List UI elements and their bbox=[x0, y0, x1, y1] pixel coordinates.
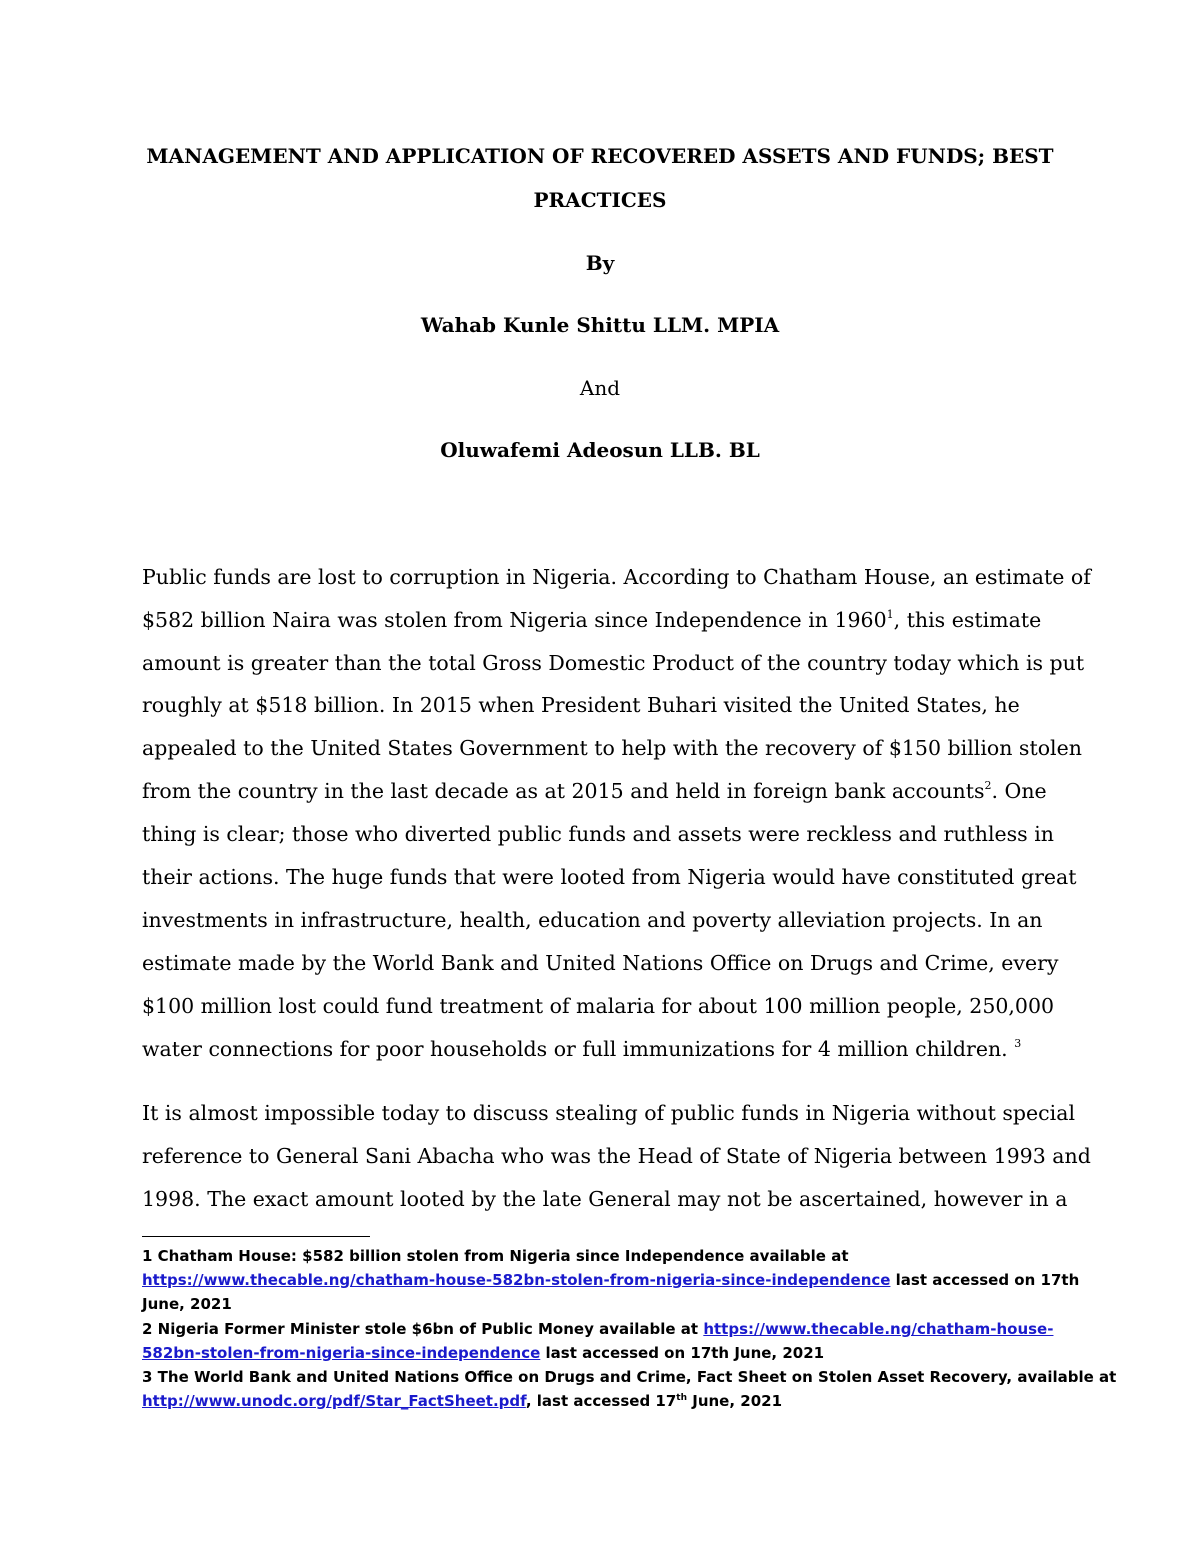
footnote-ref-3[interactable]: 3 bbox=[1014, 1037, 1022, 1051]
body-line: $100 million lost could fund treatment of malaria for about 100 million people, 250,000 bbox=[142, 994, 1055, 1018]
footnote-1-cont bbox=[142, 1269, 1079, 1291]
footnote-1: 1 Chatham House: $582 billion stolen from Nigeria since Independence available at bbox=[142, 1247, 849, 1265]
by-label: By bbox=[585, 251, 615, 275]
footnote-text: last accessed on 17th June, 2021 bbox=[540, 1344, 825, 1362]
footnote-ref-2[interactable]: 2 bbox=[984, 779, 992, 793]
body-text: . One bbox=[991, 779, 1047, 803]
footnote-3-link[interactable]: http://www.unodc.org/pdf/Star_FactSheet.pdf bbox=[142, 1392, 526, 1410]
body-line: thing is clear; those who diverted public funds and assets were reckless and ruthless in bbox=[142, 822, 1054, 846]
footnote-2-cont bbox=[142, 1342, 824, 1364]
body-line: amount is greater than the total Gross Domestic Product of the country today which is put bbox=[142, 651, 1085, 675]
body-text: water connections for poor households or full immunizations for 4 million children. bbox=[142, 1037, 1015, 1061]
footnote-text: 2 Nigeria Former Minister stole $6bn of Public Money available at bbox=[142, 1320, 704, 1338]
footnote-2-link[interactable]: https://www.thecable.ng/chatham-house- bbox=[703, 1320, 1054, 1338]
footnote-1-link[interactable]: https://www.thecable.ng/chatham-house-582bn-stolen-from-nigeria-since-independence bbox=[142, 1271, 891, 1289]
footnote-2 bbox=[142, 1318, 1053, 1340]
footnote-sup: th bbox=[676, 1393, 688, 1403]
footnote-text: last accessed on 17th bbox=[890, 1271, 1080, 1289]
title-line-1: MANAGEMENT AND APPLICATION OF RECOVERED ASSETS AND FUNDS; BEST bbox=[146, 144, 1054, 168]
body-line: investments in infrastructure, health, education and poverty alleviation projects. In an bbox=[142, 908, 1043, 932]
body-text: from the country in the last decade as at 2015 and held in foreign bank accounts bbox=[142, 779, 985, 803]
footnote-text: June, 2021 bbox=[687, 1392, 783, 1410]
footnote-text: , last accessed 17 bbox=[525, 1392, 677, 1410]
body-line bbox=[142, 607, 1041, 633]
body-line: their actions. The huge funds that were looted from Nigeria would have constituted great bbox=[142, 865, 1077, 889]
body-line bbox=[142, 778, 1047, 804]
body-line: reference to General Sani Abacha who was the Head of State of Nigeria between 1993 and bbox=[142, 1144, 1091, 1168]
title-line-2: PRACTICES bbox=[533, 188, 667, 212]
footnote-separator bbox=[142, 1236, 370, 1237]
body-line bbox=[142, 1036, 1021, 1062]
footnote-3-cont bbox=[142, 1390, 782, 1412]
body-line: roughly at $518 billion. In 2015 when President Buhari visited the United States, he bbox=[142, 693, 1020, 717]
footnote-2-link-cont[interactable]: 582bn-stolen-from-nigeria-since-independence bbox=[142, 1344, 541, 1362]
and-label: And bbox=[579, 376, 621, 400]
footnote-1-cont: June, 2021 bbox=[142, 1295, 232, 1313]
body-line: 1998. The exact amount looted by the late General may not be ascertained, however in a bbox=[142, 1187, 1068, 1211]
footnote-3: 3 The World Bank and United Nations Office on Drugs and Crime, Fact Sheet on Stolen Asset Recovery, available at bbox=[142, 1368, 1117, 1386]
body-line: Public funds are lost to corruption in Nigeria. According to Chatham House, an estimate of bbox=[142, 565, 1091, 589]
body-text: $582 billion Naira was stolen from Nigeria since Independence in 1960 bbox=[142, 608, 887, 632]
body-line: It is almost impossible today to discuss stealing of public funds in Nigeria without special bbox=[142, 1101, 1076, 1125]
body-text: , this estimate bbox=[893, 608, 1042, 632]
author-1: Wahab Kunle Shittu LLM. MPIA bbox=[420, 313, 780, 337]
body-line: estimate made by the World Bank and United Nations Office on Drugs and Crime, every bbox=[142, 951, 1059, 975]
author-2: Oluwafemi Adeosun LLB. BL bbox=[440, 438, 760, 462]
footnote-ref-1[interactable]: 1 bbox=[886, 608, 894, 622]
body-line: appealed to the United States Government to help with the recovery of $150 billion stolen bbox=[142, 736, 1082, 760]
